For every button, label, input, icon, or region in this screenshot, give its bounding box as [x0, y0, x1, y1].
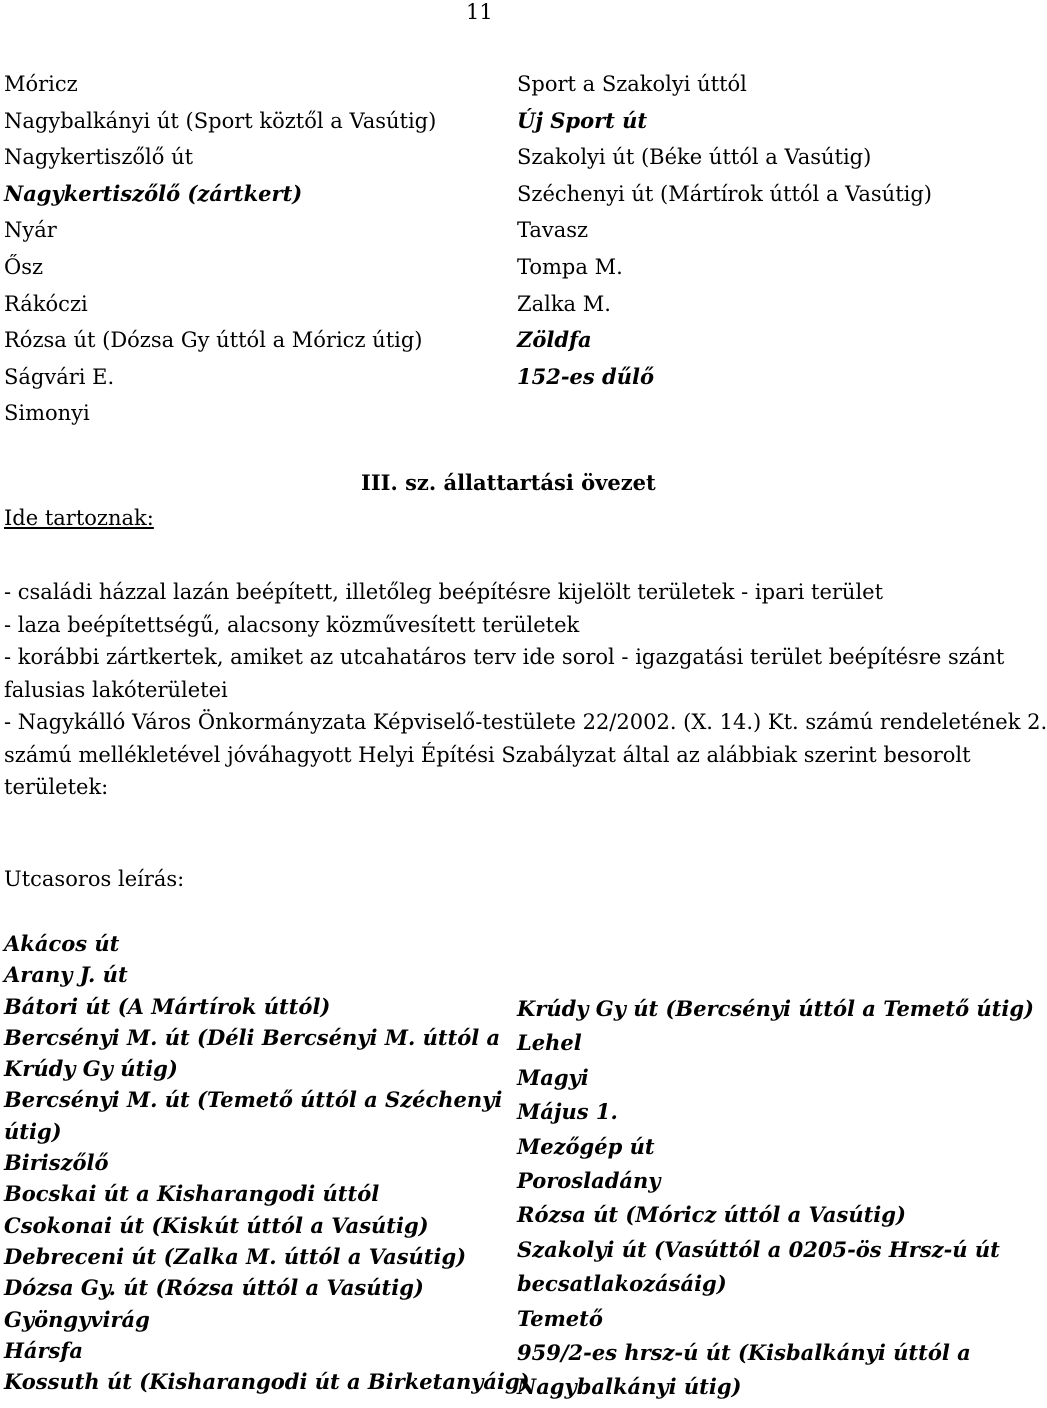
zone-item-line: számú mellékletével jóváhagyott Helyi Építési Szabályzat által az alábbiak szerint besorolt	[4, 742, 971, 767]
street-entry: Ságvári E.	[4, 364, 115, 389]
page-number: 11	[466, 0, 493, 24]
zone-item-line: - Nagykálló Város Önkormányzata Képviselő-testülete 22/2002. (X. 14.) Kt. számú rendeletének 2.	[4, 710, 1047, 734]
street-list-line: útig)	[4, 1118, 62, 1144]
street-entry: Szakolyi út (Béke úttól a Vasútig)	[517, 145, 872, 170]
street-list-line: Bercsényi M. út (Déli Bercsényi M. úttól a	[4, 1024, 501, 1050]
street-entry: Sport a Szakolyi úttól	[517, 72, 747, 96]
street-list-line: Magyi	[517, 1064, 589, 1090]
zone-item-line: - korábbi zártkertek, amiket az utcahatáros terv ide sorol - igazgatási terület beépítésre szánt	[4, 645, 1005, 669]
right-street-column	[517, 66, 932, 395]
left-street-column	[4, 66, 436, 432]
street-entry: Tavasz	[517, 218, 589, 243]
street-entry: Zöldfa	[517, 327, 592, 353]
zone-item-line: - családi házzal lazán beépített, illetőleg beépítésre kijelölt területek - ipari terület	[4, 580, 884, 604]
street-entry: Rózsa út (Dózsa Gy úttól a Móricz útig)	[4, 328, 423, 353]
zone-item-line: területek:	[4, 775, 109, 799]
street-list-line: Nagybalkányi útig)	[517, 1374, 742, 1400]
street-list-line: Mezőgép út	[517, 1133, 655, 1159]
street-entry: Zalka M.	[517, 291, 611, 316]
street-list-line: Arany J. út	[4, 962, 128, 988]
street-list-line: Temető	[517, 1305, 603, 1331]
street-entry: Rákóczi	[4, 291, 88, 316]
street-entry: 152-es dűlő	[517, 363, 654, 389]
street-entry: Ősz	[4, 254, 44, 279]
street-entry: Nyár	[4, 218, 57, 243]
street-list-line: Szakolyi út (Vasúttól a 0205-ös Hrsz-ú út	[517, 1236, 1000, 1262]
street-list-line: Porosladány	[517, 1168, 661, 1194]
street-list-line: Gyöngyvirág	[4, 1306, 150, 1332]
street-entry: Tompa M.	[517, 254, 623, 279]
left-street-list	[4, 928, 530, 1397]
street-list-line: Debreceni út (Zalka M. úttól a Vasútig)	[4, 1243, 467, 1269]
street-entry: Nagykertiszőlő (zártkert)	[4, 180, 303, 206]
street-list-line: Akácos út	[4, 931, 120, 956]
street-list-line: Május 1.	[517, 1099, 618, 1125]
street-list-line: Krúdy Gy útig)	[4, 1056, 178, 1082]
zone-item-line: - laza beépítettségű, alacsony közművesített területek	[4, 612, 580, 637]
street-list-line: Bocskai út a Kisharangodi úttól	[4, 1181, 380, 1207]
street-list-line: becsatlakozásáig)	[517, 1271, 727, 1297]
street-list-line: 959/2-es hrsz-ú út (Kisbalkányi úttól a	[517, 1340, 971, 1366]
street-entry: Móricz	[4, 72, 78, 96]
street-list-line: Dózsa Gy. út (Rózsa úttól a Vasútig)	[4, 1275, 424, 1301]
street-entry: Nagykertiszőlő út	[4, 145, 194, 170]
street-list-line: Kossuth út (Kisharangodi út a Birketanyáig)	[4, 1369, 530, 1395]
street-list-line: Rózsa út (Móricz úttól a Vasútig)	[517, 1202, 906, 1228]
street-list-line: Bercsényi M. út (Temető úttól a Széchenyi	[4, 1087, 503, 1113]
street-list-line: Lehel	[517, 1030, 582, 1056]
street-list-line: Csokonai út (Kiskút úttól a Vasútig)	[4, 1212, 429, 1238]
street-list-line: Krúdy Gy út (Bercsényi úttól a Temető útig)	[517, 996, 1034, 1021]
street-list-line: Biriszőlő	[4, 1150, 109, 1176]
street-list-line: Hársfa	[4, 1337, 83, 1363]
street-entry: Új Sport út	[517, 107, 648, 133]
street-list-line: Bátori út (A Mártírok úttól)	[4, 993, 331, 1019]
zone-item-line: falusias lakóterületei	[4, 677, 228, 702]
street-entry: Simonyi	[4, 401, 90, 426]
zone-heading: III. sz. állattartási övezet	[361, 470, 656, 495]
street-description-label: Utcasoros leírás:	[4, 867, 185, 891]
zone-description	[4, 576, 1047, 804]
belongs-label: Ide tartoznak:	[4, 506, 154, 530]
street-entry: Nagybalkányi út (Sport köztől a Vasútig)	[4, 108, 437, 133]
right-street-list	[517, 992, 1034, 1405]
street-entry: Széchenyi út (Mártírok úttól a Vasútig)	[517, 181, 932, 206]
